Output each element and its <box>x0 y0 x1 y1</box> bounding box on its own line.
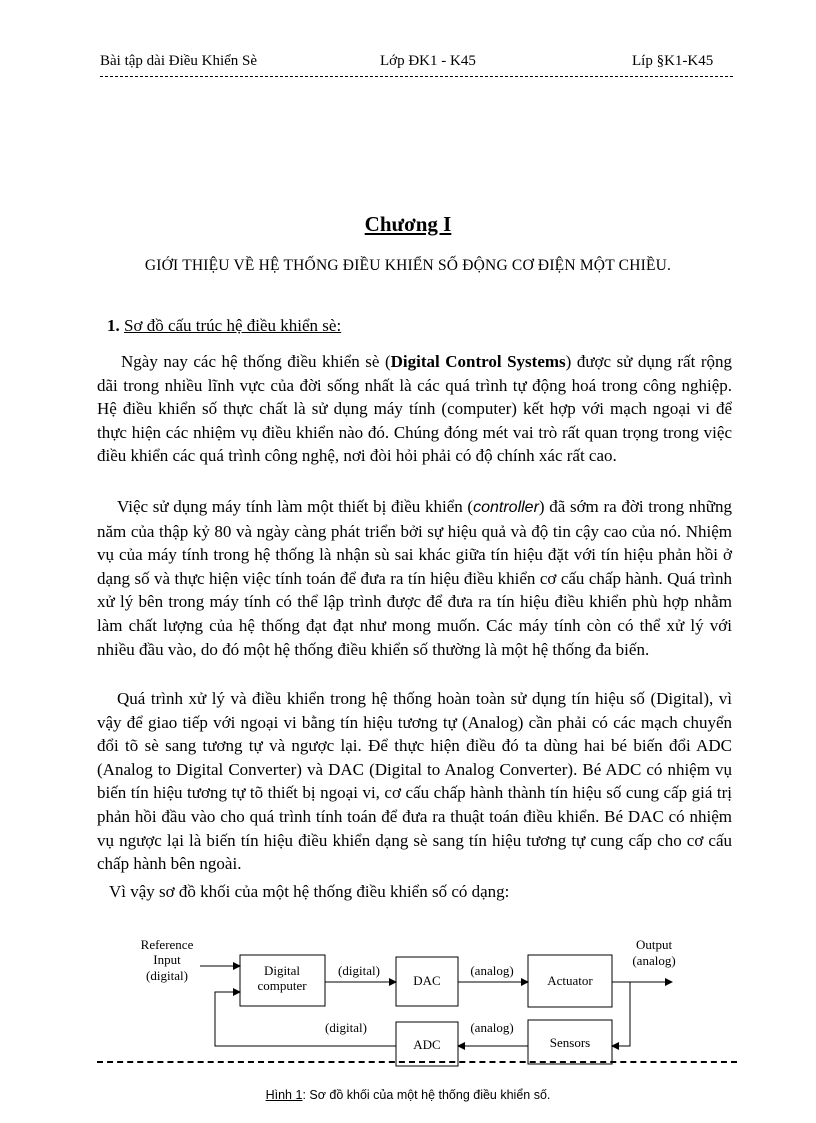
section-heading <box>107 316 341 336</box>
paragraph-2 <box>97 495 732 661</box>
output-label-1: Output <box>635 937 673 952</box>
paragraph-3: Quá trình xử lý và điều khiển trong hệ thống hoàn toàn sử dụng tín hiệu số (Digital), vì vậy để giao tiếp với ngoại vi bằng tín hiệu tương tự (Analog) cần phải có các mạch chuyển đổi tõ sè sang tương tự và ngược lại. Để thực hiện điều đó ta dùng hai bé biến đổi ADC (Analog to Digital Converter) và DAC (Digital to Analog Converter). Bé ADC có nhiệm vụ biến tín hiệu tương tự tõ thiết bị ngoại vi, cơ cấu chấp hành thành tín hiệu số cung cấp giá trị phản hồi đầu vào cho quá trình tính toán để đưa ra thuật toán điều khiển. Bé DAC có nhiệm vụ ngược lại là biến tín hiệu điều khiển dạng sè sang tín hiệu tương tự cung cấp cho cơ cấu chấp hành bên ngoài. <box>97 689 732 874</box>
sensors-label: Sensors <box>549 1035 591 1050</box>
paragraph-1 <box>97 350 732 468</box>
signal-analog-top: (analog) <box>470 963 514 978</box>
figure-caption <box>0 1088 816 1102</box>
paragraph-4: Vì vậy sơ đồ khối của một hệ thống điều khiển số có dạng: <box>109 882 510 901</box>
signal-analog-bottom: (analog) <box>470 1020 514 1035</box>
section-number: 1. <box>107 316 120 335</box>
block-diagram <box>0 930 816 1070</box>
actuator-label: Actuator <box>547 973 593 988</box>
block-diagram-svg <box>0 930 816 1070</box>
paragraph-2-text-b: ) đã sớm ra đời trong những năm của thập kỷ 80 và ngày càng phát triển bởi sự hiệu quả và độ tin cậy cao của nó. Nhiệm vụ của máy tính trong hệ thống là nhận sù sai khác giữa tín hiệu đặt với tín hiệu phản hồi ở dạng số và thực hiện việc tính toán để đưa ra tín hiệu điều khiển cơ cấu chấp hành. Quá trình xử lý bên trong máy tính có thể lập trình được để đưa ra tín hiệu điều khiển phù hợp nhằm làm chất lượng của hệ thống đạt đạt như mong muốn. Các máy tính còn có thể xử lý với nhiều đầu vào, do đó một hệ thống điều khiển số thường là một hệ thống đa biến. <box>97 497 732 659</box>
header-course-title: Bài tập dài Điều Khiển Sè <box>100 53 258 69</box>
figure-caption-text: : Sơ đồ khối của một hệ thống điều khiển số. <box>302 1088 551 1102</box>
paragraph-2-italic-term: controller <box>473 499 539 516</box>
reference-label-2: Input <box>153 952 181 967</box>
adc-label: ADC <box>413 1037 441 1052</box>
header-divider <box>100 76 733 77</box>
figure-caption-label: Hình 1 <box>265 1088 303 1102</box>
paragraph-2-text-a: Việc sử dụng máy tính làm một thiết bị điều khiển ( <box>117 497 474 516</box>
dac-label: DAC <box>413 973 441 988</box>
paragraph-1-bold-term: Digital Control Systems <box>390 352 566 371</box>
arrow-output-to-sensors <box>612 982 630 1046</box>
reference-label-3: (digital) <box>146 968 188 983</box>
signal-digital-bottom: (digital) <box>325 1020 367 1035</box>
chapter-title: Chương I <box>364 212 452 236</box>
header-class-alt: Líp §K1-K45 <box>632 53 714 69</box>
digital-computer-label-1: Digital <box>263 963 301 978</box>
paragraph-1-text-a: Ngày nay các hệ thống điều khiển sè ( <box>121 352 391 371</box>
paragraph-1-text-b: ) được sử dụng rất rộng dãi trong nhiều lĩnh vực của đời sống nhất là các quá trình tự động hoá trong công nghiệp. Hệ điều khiển số thực chất là sử dụng máy tính (computer) kết hợp với mạch ngoại vi để thực hiện các nhiệm vụ điều khiển nào đó. Chúng đóng mét vai trò rất quan trọng trong việc điều khiển các quá trình công nghệ, nơi đòi hỏi phải có độ chính xác rất cao. <box>97 352 732 466</box>
signal-digital-top: (digital) <box>338 963 380 978</box>
output-label-2: (analog) <box>632 953 676 968</box>
footer-divider <box>97 1061 737 1063</box>
header-class: Lớp ĐK1 - K45 <box>380 53 476 69</box>
chapter-subtitle: GIỚI THIỆU VỀ HỆ THỐNG ĐIỀU KHIỂN SỐ ĐỘNG CƠ ĐIỆN MỘT CHIỀU. <box>144 257 672 274</box>
reference-label-1: Reference <box>140 937 194 952</box>
section-title: Sơ đồ cấu trúc hệ điều khiển sè: <box>124 316 342 335</box>
digital-computer-label-2: computer <box>257 978 307 993</box>
